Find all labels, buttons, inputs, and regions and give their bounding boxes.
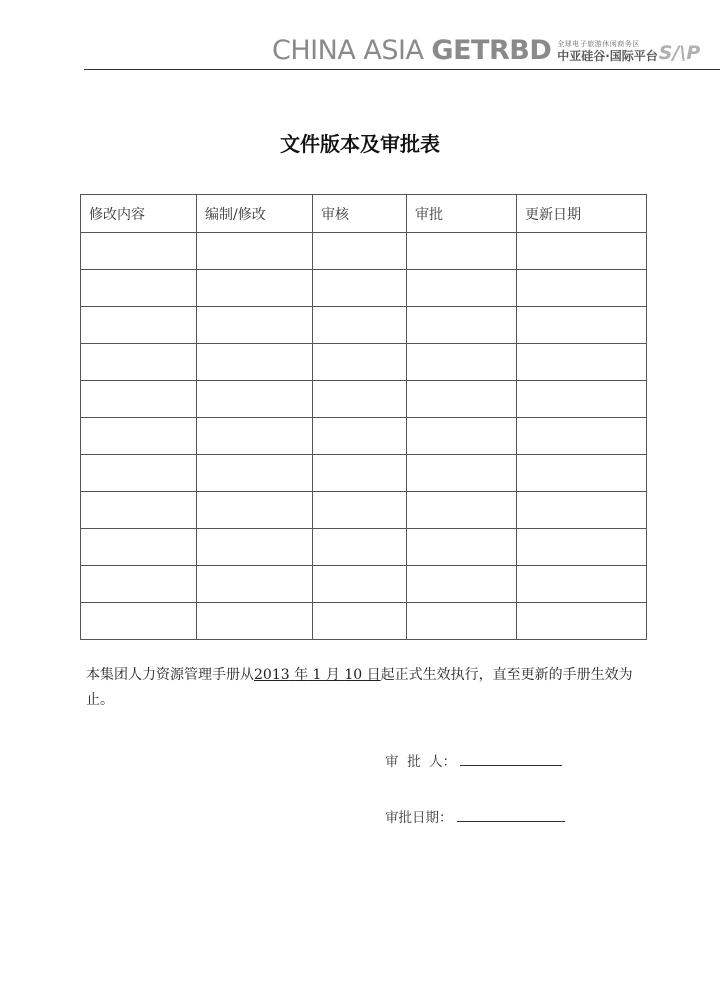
table-cell[interactable] [313,603,407,640]
table-cell[interactable] [407,307,517,344]
table-cell[interactable] [81,492,197,529]
table-cell[interactable] [81,233,197,270]
table-cell[interactable] [81,270,197,307]
table-row [81,529,647,566]
table-header-row [81,195,647,233]
statement-before: 本集团人力资源管理手册从 [86,667,254,683]
brand-chinese [557,40,658,63]
header-divider [84,69,720,70]
brand-chinese-name: 中亚硅谷·国际平台 [557,49,658,63]
brand-name-bold: GETRBD [431,35,552,66]
table-cell[interactable] [81,455,197,492]
table-cell[interactable] [407,270,517,307]
table-row [81,307,647,344]
table-cell[interactable] [197,603,313,640]
table-cell[interactable] [81,529,197,566]
table-cell[interactable] [197,418,313,455]
effective-day: 10 [344,667,363,683]
table-cell[interactable] [517,270,647,307]
table-cell[interactable] [517,566,647,603]
table-row [81,270,647,307]
brand-tagline: 全球电子旅游休闲商务区 [557,40,640,48]
table-row [81,233,647,270]
table-cell[interactable] [407,344,517,381]
table-cell[interactable] [81,344,197,381]
year-unit: 年 [294,667,309,683]
effective-month: 1 [312,667,322,683]
table-cell[interactable] [81,307,197,344]
table-row [81,381,647,418]
table-cell[interactable] [517,381,647,418]
table-cell[interactable] [313,307,407,344]
table-cell[interactable] [517,307,647,344]
table-row [81,455,647,492]
table-cell[interactable] [407,233,517,270]
header-brand [272,36,700,66]
table-row [81,603,647,640]
table-cell[interactable] [407,381,517,418]
table-cell[interactable] [197,307,313,344]
document-title: 文件版本及审批表 [280,132,440,156]
table-cell[interactable] [81,566,197,603]
effective-date [254,667,381,683]
table-cell[interactable] [517,418,647,455]
table-cell[interactable] [407,529,517,566]
table-cell[interactable] [197,492,313,529]
table-cell[interactable] [407,455,517,492]
table-cell[interactable] [313,455,407,492]
approver-signature-row [385,750,562,770]
header-reviewed-by: 审核 [313,195,407,233]
table-cell[interactable] [313,492,407,529]
table-cell[interactable] [313,270,407,307]
table-row [81,418,647,455]
table-cell[interactable] [517,233,647,270]
approval-date-row [385,806,565,826]
table-row [81,566,647,603]
table-cell[interactable] [407,566,517,603]
table-cell[interactable] [313,233,407,270]
table-cell[interactable] [81,603,197,640]
approval-table [80,194,647,640]
table-cell[interactable] [407,492,517,529]
table-cell[interactable] [517,344,647,381]
approval-date-line[interactable] [457,821,565,822]
table-cell[interactable] [197,455,313,492]
day-unit: 日 [366,667,381,683]
table-cell[interactable] [407,603,517,640]
header-change-content: 修改内容 [81,195,197,233]
approval-date-label: 审批日期： [385,810,453,826]
table-cell[interactable] [197,566,313,603]
table-cell[interactable] [197,270,313,307]
table-cell[interactable] [517,529,647,566]
table-cell[interactable] [313,418,407,455]
table-cell[interactable] [197,344,313,381]
table-cell[interactable] [517,603,647,640]
effective-statement [86,663,656,713]
table-row [81,492,647,529]
table-cell[interactable] [313,381,407,418]
table-cell[interactable] [81,381,197,418]
table-cell[interactable] [407,418,517,455]
month-unit: 月 [325,667,340,683]
header-update-date: 更新日期 [517,195,647,233]
table-cell[interactable] [313,566,407,603]
table-cell[interactable] [81,418,197,455]
sap-logo: S/\P [658,42,701,64]
table-cell[interactable] [517,455,647,492]
table-cell[interactable] [313,529,407,566]
brand-name-english: CHINA ASIA [272,35,424,66]
effective-year: 2013 [254,667,290,683]
table-cell[interactable] [197,381,313,418]
table-cell[interactable] [313,344,407,381]
approver-label: 审 批 人： [385,754,457,770]
table-cell[interactable] [517,492,647,529]
header-approved-by: 审批 [407,195,517,233]
statement-after: 起正式生效执行，直至更新的手册生效为止。 [86,667,633,708]
table-body [81,233,647,640]
header-edited-by: 编制/修改 [197,195,313,233]
table-cell[interactable] [197,529,313,566]
table-row [81,344,647,381]
approver-signature-line[interactable] [460,765,562,766]
table-cell[interactable] [197,233,313,270]
